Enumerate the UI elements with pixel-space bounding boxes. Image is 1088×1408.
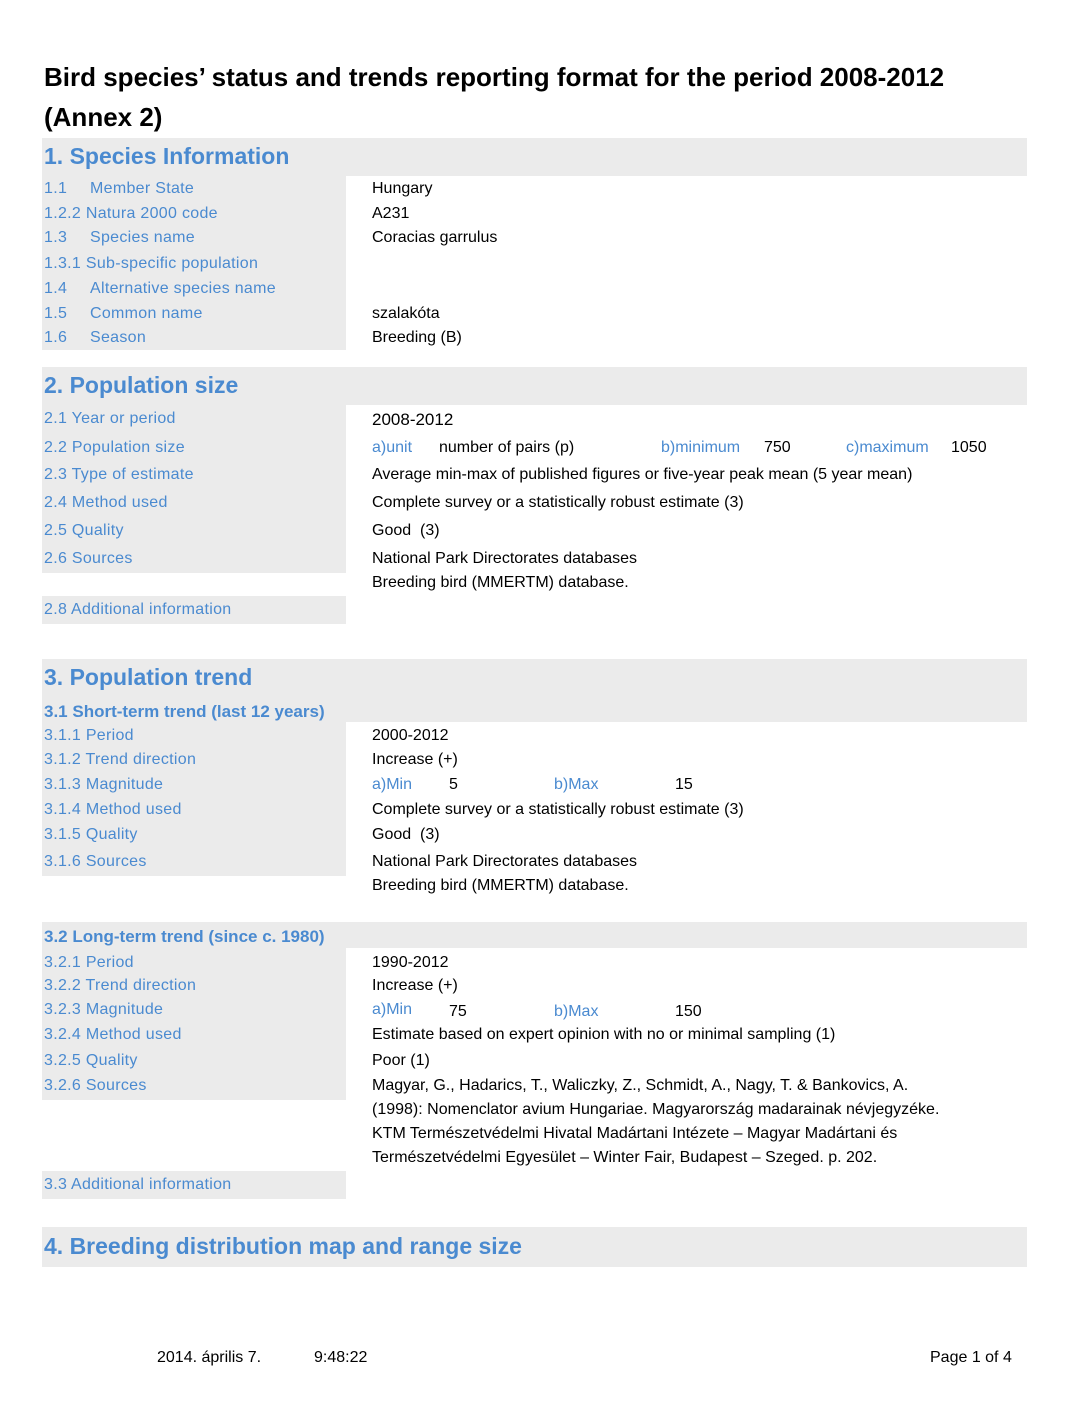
- short-quality-value: Good (3): [372, 826, 440, 843]
- long-period-label: 3.2.1 Period: [44, 954, 134, 971]
- short-direction-label: 3.1.2 Trend direction: [44, 751, 197, 768]
- long-direction-label: 3.2.2 Trend direction: [44, 977, 197, 994]
- long-quality-label: 3.2.5 Quality: [44, 1052, 138, 1069]
- long-method-value: Estimate based on expert opinion with no or minimal sampling (1): [372, 1026, 836, 1043]
- section3-heading: 3. Population trend: [44, 664, 253, 690]
- sources-line: National Park Directorates databases: [372, 550, 638, 567]
- row-number: 1.1: [44, 180, 68, 197]
- row-number: 1.3.1: [44, 255, 82, 272]
- footer-page-number: Page 1 of 4: [930, 1349, 1012, 1366]
- population-size-label: 2.2 Population size: [44, 439, 185, 456]
- short-min-label: a)Min: [372, 776, 413, 793]
- maximum-label: c)maximum: [846, 439, 929, 456]
- row-number: 1.6: [44, 329, 68, 346]
- type-of-estimate-value: Average min-max of published figures or five-year peak mean (5 year mean): [372, 466, 913, 483]
- long-sources-line: KTM Természetvédelmi Hivatal Madártani Intézete – Magyar Madártani és: [372, 1125, 898, 1142]
- long-period-value: 1990-2012: [372, 954, 449, 971]
- method-label: 2.4 Method used: [44, 494, 168, 511]
- row-value: Hungary: [372, 180, 433, 197]
- short-magnitude-label: 3.1.3 Magnitude: [44, 776, 164, 793]
- unit-value: number of pairs (p): [439, 439, 575, 456]
- trend-additional-info-label: 3.3 Additional information: [44, 1176, 232, 1193]
- long-sources-line: Magyar, G., Hadarics, T., Waliczky, Z., Schmidt, A., Nagy, T. & Bankovics, A.: [372, 1077, 909, 1094]
- year-value: 2008-2012: [372, 410, 454, 429]
- long-sources-line: Természetvédelmi Egyesület – Winter Fair, Budapest – Szeged. p. 202.: [372, 1149, 878, 1166]
- quality-label: 2.5 Quality: [44, 522, 124, 539]
- long-sources-line: (1998): Nomenclator avium Hungariae. Magyarország madarainak névjegyzéke.: [372, 1101, 940, 1118]
- short-period-label: 3.1.1 Period: [44, 727, 134, 744]
- row-label: Common name: [90, 305, 203, 322]
- row-label: Sub-specific population: [85, 255, 259, 272]
- row-label: Season: [90, 329, 147, 346]
- minimum-value: 750: [764, 439, 791, 456]
- page-title-line1: Bird species’ status and trends reporting format for the period 2008-2012: [44, 62, 945, 92]
- short-min-value: 5: [449, 776, 458, 793]
- long-method-label: 3.2.4 Method used: [44, 1026, 182, 1043]
- additional-info-label: 2.8 Additional information: [44, 601, 232, 618]
- row-number: 1.4: [44, 280, 68, 297]
- row-value: Breeding (B): [372, 329, 462, 346]
- row-number: 1.2.2: [44, 205, 82, 222]
- footer-time: 9:48:22: [314, 1349, 368, 1366]
- method-value: Complete survey or a statistically robust estimate (3): [372, 494, 744, 511]
- long-max-value: 150: [675, 1003, 702, 1020]
- long-min-value: 75: [449, 1003, 467, 1020]
- short-quality-label: 3.1.5 Quality: [44, 826, 138, 843]
- short-term-heading: 3.1 Short-term trend (last 12 years): [44, 702, 325, 721]
- short-max-label: b)Max: [554, 776, 599, 793]
- short-period-value: 2000-2012: [372, 727, 449, 744]
- page-title-line2: (Annex 2): [44, 102, 163, 132]
- short-sources-line: Breeding bird (MMERTM) database.: [372, 877, 629, 894]
- row-label: Species name: [90, 229, 195, 246]
- short-sources-line: National Park Directorates databases: [372, 853, 638, 870]
- minimum-label: b)minimum: [661, 439, 741, 456]
- section1-heading: 1. Species Information: [44, 143, 290, 169]
- row-number: 1.3: [44, 229, 68, 246]
- section2-label-column: [42, 405, 346, 573]
- row-number: 1.5: [44, 305, 68, 322]
- row-value: Coracias garrulus: [372, 229, 498, 246]
- long-max-label: b)Max: [554, 1003, 599, 1020]
- long-term-heading: 3.2 Long-term trend (since c. 1980): [44, 927, 325, 946]
- section2-heading: 2. Population size: [44, 372, 239, 398]
- maximum-value: 1050: [951, 439, 987, 456]
- sources-label: 2.6 Sources: [44, 550, 133, 567]
- row-value: szalakóta: [372, 305, 440, 322]
- type-of-estimate-label: 2.3 Type of estimate: [44, 466, 194, 483]
- quality-value: Good (3): [372, 522, 440, 539]
- row-label: Member State: [90, 180, 195, 197]
- short-max-value: 15: [675, 776, 693, 793]
- footer-date: 2014. április 7.: [157, 1349, 262, 1366]
- short-method-value: Complete survey or a statistically robust estimate (3): [372, 801, 744, 818]
- section4-heading: 4. Breeding distribution map and range size: [44, 1233, 522, 1259]
- short-direction-value: Increase (+): [372, 751, 458, 768]
- long-quality-value: Poor (1): [372, 1052, 430, 1069]
- year-label: 2.1 Year or period: [44, 410, 176, 427]
- long-direction-value: Increase (+): [372, 977, 458, 994]
- sources-line: Breeding bird (MMERTM) database.: [372, 574, 629, 591]
- short-method-label: 3.1.4 Method used: [44, 801, 182, 818]
- row-label: Natura 2000 code: [85, 205, 218, 222]
- long-sources-label: 3.2.6 Sources: [44, 1077, 147, 1094]
- long-min-label: a)Min: [372, 1001, 413, 1018]
- short-sources-label: 3.1.6 Sources: [44, 853, 147, 870]
- row-value: A231: [372, 205, 410, 222]
- row-label: Alternative species name: [90, 280, 276, 297]
- unit-label: a)unit: [372, 439, 413, 456]
- long-magnitude-label: 3.2.3 Magnitude: [44, 1001, 164, 1018]
